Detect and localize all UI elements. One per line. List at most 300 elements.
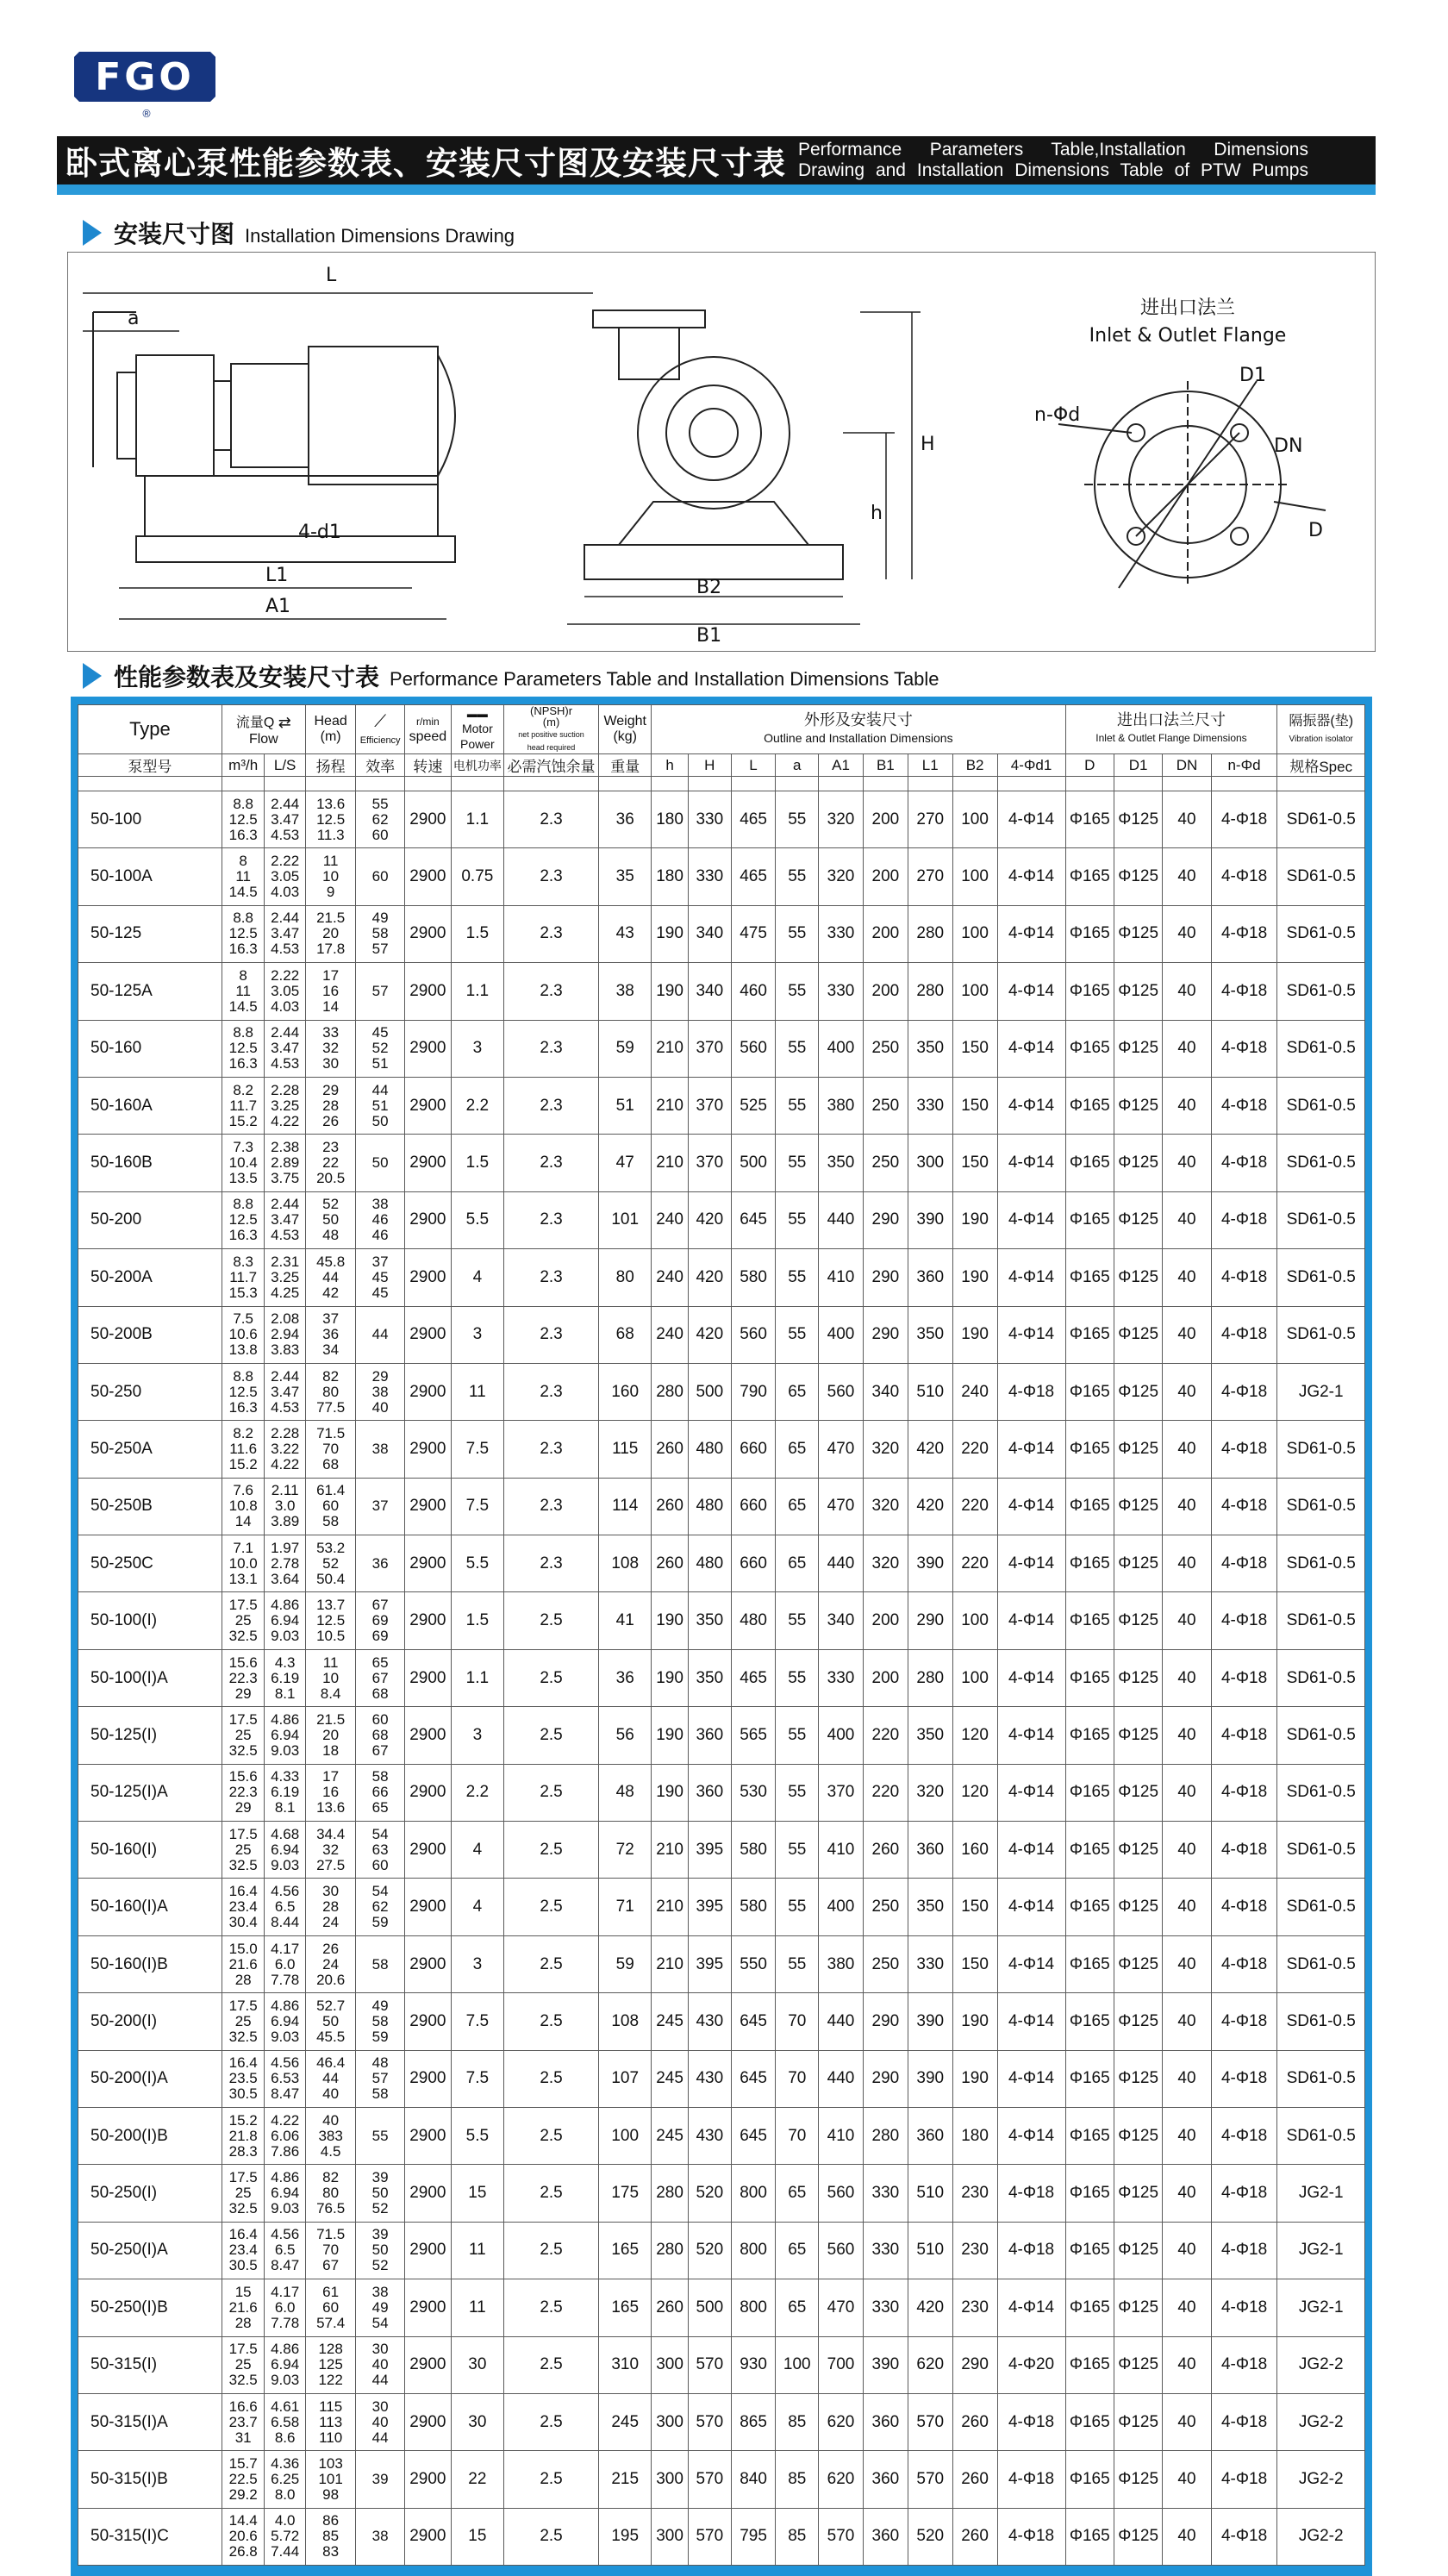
cell-head-value: 52	[322, 1196, 340, 1213]
col-efficiency-en: Efficiency	[359, 735, 401, 746]
cell-D1: Φ125	[1114, 1421, 1162, 1478]
cell-ls-value: 4.03	[271, 997, 300, 1015]
cell-ls-value: 6.94	[271, 2012, 300, 2029]
cell-q-value: 22.5	[228, 2471, 258, 2488]
cell-npsh: 2.5	[503, 1649, 598, 1706]
cell-type: 50-250(I)B	[78, 2279, 222, 2336]
cell-A1: 570	[819, 2508, 864, 2565]
cell-ls-value: 4.61	[271, 2398, 300, 2415]
cell-H: 500	[689, 2279, 732, 2336]
cell-npsh: 2.3	[503, 1191, 598, 1248]
cell-q-value: 32.5	[228, 2372, 258, 2389]
col-flange-cn: 进出口法兰尺寸	[1116, 711, 1226, 728]
col-type-en: Type	[78, 705, 222, 754]
cell-nd: 4-Φ18	[1211, 2107, 1277, 2164]
col-outline-en: Outline and Installation Dimensions	[764, 731, 953, 745]
cell-L: 840	[731, 2451, 776, 2508]
cell-nd: 4-Φ18	[1211, 2393, 1277, 2450]
cell-head-value: 40	[322, 2085, 340, 2103]
cell-d1: 4-Φ14	[997, 791, 1065, 848]
cell-ls-value: 4.86	[271, 1997, 300, 2014]
cell-B1: 290	[863, 1993, 908, 2050]
cell-ls-value: 2.28	[271, 1081, 300, 1098]
cell-head	[305, 2393, 356, 2450]
cell-h: 190	[652, 1592, 689, 1649]
cell-B2: 190	[952, 2050, 997, 2107]
cell-h: 210	[652, 1135, 689, 1191]
col-flow-en: Flow	[248, 732, 278, 747]
cell-head	[305, 2451, 356, 2508]
cell-ls-value: 3.64	[271, 1570, 300, 1587]
cell-q-value: 12.5	[228, 810, 258, 828]
cell-head	[305, 2336, 356, 2393]
cell-B2: 100	[952, 905, 997, 962]
cell-ls-value: 6.25	[271, 2471, 300, 2488]
cell-eff-value: 50	[371, 1154, 389, 1172]
cell-a: 55	[776, 1707, 819, 1764]
cell-a: 85	[776, 2508, 819, 2565]
cell-ls-value: 8.47	[271, 2085, 300, 2103]
cell-ls	[265, 2050, 305, 2107]
cell-weight: 310	[599, 2336, 652, 2393]
cell-q-value: 28.3	[228, 2142, 258, 2160]
cell-A1: 380	[819, 1077, 864, 1134]
cell-DN: 40	[1163, 2107, 1211, 2164]
cell-npsh: 2.5	[503, 1707, 598, 1764]
cell-B1: 280	[863, 2107, 908, 2164]
cell-q-value: 21.6	[228, 2298, 258, 2316]
cell-spec: SD61-0.5	[1277, 1649, 1365, 1706]
cell-weight: 100	[599, 2107, 652, 2164]
cell-q-value: 17.5	[228, 1597, 258, 1614]
cell-ls-value: 2.22	[271, 966, 300, 984]
cell-L: 580	[731, 1879, 776, 1935]
table-row	[78, 1135, 1365, 1191]
cell-q	[222, 1191, 265, 1248]
cell-nd: 4-Φ18	[1211, 1993, 1277, 2050]
cell-npsh: 2.3	[503, 848, 598, 905]
cell-a: 70	[776, 2107, 819, 2164]
cell-eff-value: 52	[371, 2200, 389, 2217]
banner-title-cn: 卧式离心泵性能参数表、安装尺寸图及安装尺寸表	[66, 146, 786, 181]
cell-eff	[356, 963, 404, 1020]
cell-q-value: 11.7	[229, 1097, 258, 1114]
cell-power: 1.1	[451, 1649, 503, 1706]
col-head-unit: (m)	[320, 729, 341, 744]
cell-q-value: 25	[234, 1841, 252, 1858]
col-speed-unit: r/min	[416, 716, 440, 728]
cell-eff-value: 59	[371, 1914, 389, 1931]
cell-d1: 4-Φ14	[997, 1592, 1065, 1649]
cell-spec: JG2-1	[1277, 2165, 1365, 2222]
col-speed-en: speed	[409, 729, 447, 744]
cell-head	[305, 1020, 356, 1077]
cell-ls	[265, 1191, 305, 1248]
cell-speed: 2900	[404, 2050, 451, 2107]
cell-type: 50-250B	[78, 1478, 222, 1535]
cell-head	[305, 1707, 356, 1764]
cell-L: 560	[731, 1020, 776, 1077]
cell-power: 7.5	[451, 1421, 503, 1478]
cell-q-value: 16.3	[228, 1398, 258, 1416]
cell-L: 800	[731, 2222, 776, 2279]
dim-label-a: a	[128, 308, 140, 329]
cell-A1: 410	[819, 2107, 864, 2164]
motor-icon: ▬▬	[466, 707, 488, 720]
cell-d1: 4-Φ14	[997, 963, 1065, 1020]
cell-eff	[356, 2279, 404, 2336]
cell-eff	[356, 2222, 404, 2279]
cell-L1: 350	[908, 1879, 952, 1935]
cell-speed: 2900	[404, 1249, 451, 1306]
cell-power: 30	[451, 2336, 503, 2393]
cell-eff-value: 66	[371, 1784, 389, 1801]
cell-eff	[356, 1592, 404, 1649]
cell-L1: 270	[908, 791, 952, 848]
cell-q-value: 13.5	[228, 1170, 258, 1187]
cell-ls-value: 6.06	[271, 2127, 300, 2144]
cell-npsh: 2.3	[503, 1535, 598, 1592]
cell-speed: 2900	[404, 1020, 451, 1077]
cell-B2: 100	[952, 1649, 997, 1706]
cell-type: 50-200(I)B	[78, 2107, 222, 2164]
cell-B1: 250	[863, 1879, 908, 1935]
flange-label-D1: D1	[1239, 365, 1266, 386]
cell-nd: 4-Φ18	[1211, 1879, 1277, 1935]
cell-speed: 2900	[404, 1879, 451, 1935]
cell-head-value: 21.5	[316, 1710, 346, 1728]
cell-ls	[265, 1879, 305, 1935]
table-row	[78, 2336, 1365, 2393]
cell-B1: 200	[863, 905, 908, 962]
cell-H: 420	[689, 1249, 732, 1306]
cell-h: 210	[652, 1879, 689, 1935]
cell-power: 15	[451, 2165, 503, 2222]
cell-D1: Φ125	[1114, 1191, 1162, 1248]
cell-weight: 245	[599, 2393, 652, 2450]
cell-ls-value: 8.47	[271, 2257, 300, 2274]
cell-eff-value: 45	[371, 1024, 389, 1041]
cell-L: 500	[731, 1135, 776, 1191]
cell-speed: 2900	[404, 1592, 451, 1649]
cell-head	[305, 848, 356, 905]
cell-power: 4	[451, 1249, 503, 1306]
cell-eff	[356, 2393, 404, 2450]
cell-ls-value: 6.94	[271, 2185, 300, 2202]
cell-spec: SD61-0.5	[1277, 1535, 1365, 1592]
cell-A1: 320	[819, 791, 864, 848]
banner-underline	[57, 184, 1376, 195]
cell-eff-value: 60	[371, 868, 389, 885]
cell-A1: 370	[819, 1764, 864, 1821]
cell-head	[305, 1421, 356, 1478]
cell-h: 190	[652, 1649, 689, 1706]
cell-type: 50-200(I)	[78, 1993, 222, 2050]
flange-title-en: Inlet & Outlet Flange	[1089, 325, 1287, 347]
cell-q-value: 10.0	[228, 1554, 258, 1572]
cell-speed: 2900	[404, 2508, 451, 2565]
cell-B2: 120	[952, 1707, 997, 1764]
cell-power: 2.2	[451, 1764, 503, 1821]
cell-DN: 40	[1163, 1363, 1211, 1420]
cell-A1: 380	[819, 1935, 864, 1992]
cell-ls	[265, 1649, 305, 1706]
cell-D1: Φ125	[1114, 1363, 1162, 1420]
cell-npsh: 2.5	[503, 2107, 598, 2164]
cell-type: 50-100A	[78, 848, 222, 905]
cell-L: 550	[731, 1935, 776, 1992]
cell-eff-value: 68	[371, 1685, 389, 1702]
cell-nd: 4-Φ18	[1211, 1363, 1277, 1420]
cell-L1: 350	[908, 1020, 952, 1077]
cell-L: 460	[731, 963, 776, 1020]
cell-type: 50-250A	[78, 1421, 222, 1478]
cell-ls-value: 3.47	[271, 1040, 300, 1057]
cell-power: 1.5	[451, 905, 503, 962]
cell-head	[305, 1478, 356, 1535]
cell-spec: JG2-2	[1277, 2336, 1365, 2393]
cell-q-value: 23.4	[228, 1898, 258, 1916]
cell-B2: 150	[952, 1935, 997, 1992]
cell-D1: Φ125	[1114, 1135, 1162, 1191]
cell-weight: 35	[599, 848, 652, 905]
cell-a: 65	[776, 2222, 819, 2279]
section-drawing-title-en: Installation Dimensions Drawing	[245, 225, 515, 247]
cell-spec: JG2-2	[1277, 2393, 1365, 2450]
cell-d1: 4-Φ14	[997, 2107, 1065, 2164]
cell-ls	[265, 1535, 305, 1592]
col-L: L	[731, 754, 776, 777]
cell-B2: 230	[952, 2165, 997, 2222]
cell-head-value: 13.6	[316, 795, 346, 812]
cell-L: 795	[731, 2508, 776, 2565]
cell-H: 340	[689, 963, 732, 1020]
cell-H: 370	[689, 1077, 732, 1134]
cell-spec: SD61-0.5	[1277, 1191, 1365, 1248]
cell-q-value: 28	[234, 2314, 252, 2331]
cell-a: 55	[776, 1191, 819, 1248]
cell-d1: 4-Φ14	[997, 1993, 1065, 2050]
dim-label-4d1: 4-d1	[298, 522, 341, 543]
cell-head-value: 12.5	[316, 1612, 346, 1629]
cell-q-value: 10.8	[228, 1497, 258, 1515]
cell-head	[305, 963, 356, 1020]
cell-d1: 4-Φ14	[997, 1191, 1065, 1248]
col-nd: n-Φd	[1211, 754, 1277, 777]
cell-B1: 290	[863, 2050, 908, 2107]
cell-DN: 40	[1163, 2222, 1211, 2279]
cell-weight: 41	[599, 1592, 652, 1649]
flange-label-nd: n-Φd	[1034, 404, 1081, 426]
cell-ls	[265, 848, 305, 905]
col-H: H	[689, 754, 732, 777]
cell-eff	[356, 905, 404, 962]
cell-eff	[356, 1191, 404, 1248]
cell-d1: 4-Φ14	[997, 1249, 1065, 1306]
cell-D1: Φ125	[1114, 1478, 1162, 1535]
cell-q	[222, 1592, 265, 1649]
cell-q-value: 16.3	[228, 1055, 258, 1072]
cell-spec: SD61-0.5	[1277, 1478, 1365, 1535]
cell-L1: 360	[908, 2107, 952, 2164]
cell-DN: 40	[1163, 1077, 1211, 1134]
cell-head	[305, 2508, 356, 2565]
cell-weight: 59	[599, 1020, 652, 1077]
cell-q-value: 7.1	[233, 1539, 253, 1556]
cell-head-value: 71.5	[316, 2226, 346, 2243]
cell-power: 11	[451, 1363, 503, 1420]
cell-eff-value: 38	[371, 1196, 389, 1213]
cell-speed: 2900	[404, 963, 451, 1020]
cell-spec: JG2-2	[1277, 2451, 1365, 2508]
cell-D: Φ165	[1065, 1535, 1114, 1592]
cell-eff-value: 57	[371, 941, 389, 958]
cell-D: Φ165	[1065, 1421, 1114, 1478]
cell-ls-value: 4.17	[271, 1940, 300, 1957]
cell-q-value: 30.5	[228, 2085, 258, 2103]
cell-d1: 4-Φ14	[997, 1135, 1065, 1191]
cell-head-value: 60	[322, 1497, 340, 1515]
cell-spec: JG2-1	[1277, 1363, 1365, 1420]
cell-speed: 2900	[404, 1478, 451, 1535]
cell-ls-value: 4.03	[271, 884, 300, 901]
cell-d1: 4-Φ14	[997, 1077, 1065, 1134]
cell-L: 800	[731, 2165, 776, 2222]
cell-type: 50-125	[78, 905, 222, 962]
cell-q-value: 10.6	[228, 1326, 258, 1343]
cell-D1: Φ125	[1114, 2165, 1162, 2222]
cell-DN: 40	[1163, 1020, 1211, 1077]
installation-drawing	[67, 252, 1376, 652]
cell-ls	[265, 1306, 305, 1363]
cell-power: 0.75	[451, 848, 503, 905]
cell-head	[305, 2222, 356, 2279]
cell-eff	[356, 1707, 404, 1764]
cell-head-value: 40	[322, 2111, 340, 2129]
table-panel	[71, 697, 1372, 2576]
cell-power: 5.5	[451, 1535, 503, 1592]
cell-H: 570	[689, 2451, 732, 2508]
cell-spec: JG2-1	[1277, 2279, 1365, 2336]
cell-ls-value: 2.78	[271, 1554, 300, 1572]
cell-head-value: 28	[322, 1898, 340, 1916]
cell-D: Φ165	[1065, 2050, 1114, 2107]
cell-H: 350	[689, 1649, 732, 1706]
cell-a: 65	[776, 1478, 819, 1535]
cell-npsh: 2.5	[503, 2222, 598, 2279]
cell-DN: 40	[1163, 1993, 1211, 2050]
col-D: D	[1065, 754, 1114, 777]
cell-eff	[356, 848, 404, 905]
cell-ls	[265, 1363, 305, 1420]
cell-power: 5.5	[451, 1191, 503, 1248]
table-body	[78, 777, 1365, 2566]
cell-h: 260	[652, 1535, 689, 1592]
cell-a: 55	[776, 791, 819, 848]
cell-L1: 330	[908, 1935, 952, 1992]
cell-ls-value: 3.47	[271, 925, 300, 942]
cell-d1: 4-Φ18	[997, 2222, 1065, 2279]
cell-npsh: 2.3	[503, 1363, 598, 1420]
cell-weight: 51	[599, 1077, 652, 1134]
cell-eff	[356, 1993, 404, 2050]
cell-speed: 2900	[404, 2393, 451, 2450]
cell-q-value: 8.8	[233, 1024, 253, 1041]
cell-spec: SD61-0.5	[1277, 1306, 1365, 1363]
cell-B2: 160	[952, 1822, 997, 1879]
cell-head-value: 44	[322, 1268, 340, 1285]
cell-head-value: 46.4	[316, 2054, 346, 2072]
cell-ls-value: 2.44	[271, 1024, 300, 1041]
col-power-l2: Power	[460, 737, 495, 751]
cell-D: Φ165	[1065, 848, 1114, 905]
cell-D1: Φ125	[1114, 848, 1162, 905]
cell-q-value: 23.4	[228, 2241, 258, 2259]
cell-q	[222, 1535, 265, 1592]
cell-h: 210	[652, 1020, 689, 1077]
brand-logo-text: FGO	[95, 55, 195, 99]
cell-D1: Φ125	[1114, 1249, 1162, 1306]
cell-type: 50-200A	[78, 1249, 222, 1306]
cell-H: 330	[689, 791, 732, 848]
cell-D1: Φ125	[1114, 2050, 1162, 2107]
cell-speed: 2900	[404, 1191, 451, 1248]
cell-head-value: 98	[322, 2486, 340, 2504]
cell-eff-value: 58	[371, 1768, 389, 1785]
cell-ls-value: 6.0	[274, 1955, 296, 1973]
cell-h: 260	[652, 2279, 689, 2336]
cell-a: 85	[776, 2393, 819, 2450]
cell-a: 55	[776, 1135, 819, 1191]
cell-L1: 390	[908, 1993, 952, 2050]
cell-H: 330	[689, 848, 732, 905]
cell-weight: 71	[599, 1879, 652, 1935]
col-power-l1: Motor	[461, 722, 493, 735]
cell-type: 50-250(I)A	[78, 2222, 222, 2279]
cell-q-value: 7.5	[233, 1310, 253, 1328]
cell-DN: 40	[1163, 1191, 1211, 1248]
cell-ls-value: 3.05	[271, 982, 300, 999]
cell-ls	[265, 1707, 305, 1764]
cell-ls-value: 5.72	[271, 2528, 300, 2545]
cell-H: 395	[689, 1879, 732, 1935]
cell-L: 800	[731, 2279, 776, 2336]
cell-A1: 330	[819, 963, 864, 1020]
cell-DN: 40	[1163, 1421, 1211, 1478]
cell-a: 65	[776, 2279, 819, 2336]
cell-head-value: 60	[322, 2298, 340, 2316]
cell-npsh: 2.3	[503, 1020, 598, 1077]
cell-d1: 4-Φ14	[997, 1935, 1065, 1992]
cell-A1: 400	[819, 1306, 864, 1363]
cell-eff-value: 49	[371, 2298, 389, 2316]
cell-q	[222, 2279, 265, 2336]
dim-label-L1: L1	[265, 565, 289, 586]
cell-q-value: 12.5	[228, 925, 258, 942]
cell-eff	[356, 1306, 404, 1363]
cell-eff-value: 55	[371, 2127, 389, 2144]
cell-ls-value: 4.86	[271, 1710, 300, 1728]
cell-D: Φ165	[1065, 1077, 1114, 1134]
cell-nd: 4-Φ18	[1211, 1707, 1277, 1764]
cell-ls-value: 4.56	[271, 1883, 300, 1900]
cell-head-value: 52.7	[316, 1997, 346, 2014]
cell-H: 395	[689, 1822, 732, 1879]
performance-table	[78, 704, 1365, 2566]
cell-q-value: 15	[234, 2283, 252, 2300]
cell-A1: 560	[819, 2222, 864, 2279]
cell-eff-value: 44	[371, 2372, 389, 2389]
